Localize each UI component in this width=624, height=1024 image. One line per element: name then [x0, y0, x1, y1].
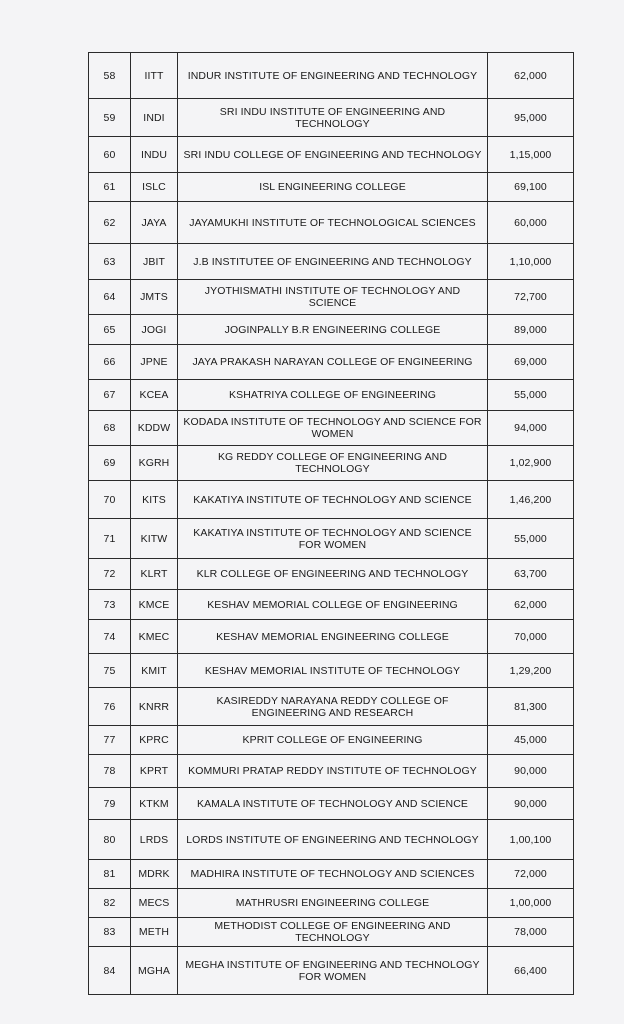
row-serial-number: 79 [89, 788, 131, 820]
row-fee-amount: 1,00,000 [488, 889, 574, 918]
row-college-name: METHODIST COLLEGE OF ENGINEERING AND TECHNOLOGY [178, 918, 488, 947]
row-college-name: INDUR INSTITUTE OF ENGINEERING AND TECHNOLOGY [178, 53, 488, 99]
row-serial-number: 65 [89, 315, 131, 345]
row-college-code: JMTS [131, 280, 178, 315]
row-college-name: KG REDDY COLLEGE OF ENGINEERING AND TECHNOLOGY [178, 446, 488, 481]
row-college-code: KNRR [131, 688, 178, 726]
row-fee-amount: 62,000 [488, 590, 574, 620]
row-college-code: KLRT [131, 559, 178, 590]
table-row [89, 519, 574, 559]
row-fee-amount: 66,400 [488, 947, 574, 995]
table-row [89, 137, 574, 173]
fee-table-sheet [88, 52, 573, 995]
table-row [89, 788, 574, 820]
table-row [89, 173, 574, 202]
row-college-code: JBIT [131, 244, 178, 280]
table-row [89, 411, 574, 446]
row-college-code: JAYA [131, 202, 178, 244]
row-college-name: KESHAV MEMORIAL ENGINEERING COLLEGE [178, 620, 488, 654]
table-row [89, 590, 574, 620]
row-college-code: KITW [131, 519, 178, 559]
table-row [89, 280, 574, 315]
table-row [89, 918, 574, 947]
table-row [89, 446, 574, 481]
row-serial-number: 72 [89, 559, 131, 590]
row-fee-amount: 63,700 [488, 559, 574, 590]
table-row [89, 755, 574, 788]
table-row [89, 559, 574, 590]
row-college-code: KTKM [131, 788, 178, 820]
table-row [89, 726, 574, 755]
table-row [89, 481, 574, 519]
row-fee-amount: 1,46,200 [488, 481, 574, 519]
fee-table-body [89, 53, 574, 995]
row-college-name: JOGINPALLY B.R ENGINEERING COLLEGE [178, 315, 488, 345]
row-serial-number: 71 [89, 519, 131, 559]
row-fee-amount: 62,000 [488, 53, 574, 99]
row-fee-amount: 55,000 [488, 519, 574, 559]
row-college-code: MECS [131, 889, 178, 918]
row-college-code: KCEA [131, 380, 178, 411]
table-row [89, 820, 574, 860]
row-college-code: INDI [131, 99, 178, 137]
row-college-code: METH [131, 918, 178, 947]
row-fee-amount: 72,000 [488, 860, 574, 889]
row-college-name: MATHRUSRI ENGINEERING COLLEGE [178, 889, 488, 918]
row-college-name: KODADA INSTITUTE OF TECHNOLOGY AND SCIENCE FOR WOMEN [178, 411, 488, 446]
row-fee-amount: 90,000 [488, 788, 574, 820]
row-serial-number: 75 [89, 654, 131, 688]
row-college-code: KMIT [131, 654, 178, 688]
table-row [89, 315, 574, 345]
row-college-name: KESHAV MEMORIAL COLLEGE OF ENGINEERING [178, 590, 488, 620]
row-fee-amount: 78,000 [488, 918, 574, 947]
row-serial-number: 81 [89, 860, 131, 889]
row-fee-amount: 45,000 [488, 726, 574, 755]
table-row [89, 889, 574, 918]
row-serial-number: 63 [89, 244, 131, 280]
row-college-name: SRI INDU COLLEGE OF ENGINEERING AND TECHNOLOGY [178, 137, 488, 173]
row-fee-amount: 70,000 [488, 620, 574, 654]
row-college-name: MEGHA INSTITUTE OF ENGINEERING AND TECHNOLOGY FOR WOMEN [178, 947, 488, 995]
row-serial-number: 67 [89, 380, 131, 411]
row-fee-amount: 60,000 [488, 202, 574, 244]
row-college-name: SRI INDU INSTITUTE OF ENGINEERING AND TECHNOLOGY [178, 99, 488, 137]
row-serial-number: 62 [89, 202, 131, 244]
row-college-code: MGHA [131, 947, 178, 995]
table-row [89, 620, 574, 654]
table-row [89, 947, 574, 995]
row-college-name: KAKATIYA INSTITUTE OF TECHNOLOGY AND SCIENCE FOR WOMEN [178, 519, 488, 559]
row-college-name: KLR COLLEGE OF ENGINEERING AND TECHNOLOGY [178, 559, 488, 590]
row-serial-number: 69 [89, 446, 131, 481]
row-college-code: KMEC [131, 620, 178, 654]
row-fee-amount: 81,300 [488, 688, 574, 726]
row-college-code: IITT [131, 53, 178, 99]
row-serial-number: 60 [89, 137, 131, 173]
row-college-code: MDRK [131, 860, 178, 889]
row-college-code: KPRC [131, 726, 178, 755]
row-college-name: J.B INSTITUTEE OF ENGINEERING AND TECHNOLOGY [178, 244, 488, 280]
row-college-code: KDDW [131, 411, 178, 446]
row-fee-amount: 1,29,200 [488, 654, 574, 688]
row-serial-number: 80 [89, 820, 131, 860]
row-fee-amount: 94,000 [488, 411, 574, 446]
row-college-name: KASIREDDY NARAYANA REDDY COLLEGE OF ENGINEERING AND RESEARCH [178, 688, 488, 726]
row-serial-number: 78 [89, 755, 131, 788]
fee-table [88, 52, 574, 995]
row-fee-amount: 1,10,000 [488, 244, 574, 280]
row-college-name: KOMMURI PRATAP REDDY INSTITUTE OF TECHNOLOGY [178, 755, 488, 788]
row-college-name: KSHATRIYA COLLEGE OF ENGINEERING [178, 380, 488, 411]
row-serial-number: 61 [89, 173, 131, 202]
row-college-name: JAYA PRAKASH NARAYAN COLLEGE OF ENGINEERING [178, 345, 488, 380]
row-serial-number: 77 [89, 726, 131, 755]
row-serial-number: 84 [89, 947, 131, 995]
row-serial-number: 59 [89, 99, 131, 137]
row-serial-number: 58 [89, 53, 131, 99]
row-serial-number: 74 [89, 620, 131, 654]
row-serial-number: 70 [89, 481, 131, 519]
table-row [89, 99, 574, 137]
row-college-code: INDU [131, 137, 178, 173]
row-serial-number: 83 [89, 918, 131, 947]
row-fee-amount: 69,100 [488, 173, 574, 202]
row-college-name: KAKATIYA INSTITUTE OF TECHNOLOGY AND SCIENCE [178, 481, 488, 519]
table-row [89, 53, 574, 99]
row-fee-amount: 72,700 [488, 280, 574, 315]
row-fee-amount: 1,15,000 [488, 137, 574, 173]
row-fee-amount: 90,000 [488, 755, 574, 788]
row-college-name: KPRIT COLLEGE OF ENGINEERING [178, 726, 488, 755]
table-row [89, 244, 574, 280]
row-fee-amount: 1,02,900 [488, 446, 574, 481]
row-college-code: KMCE [131, 590, 178, 620]
row-fee-amount: 89,000 [488, 315, 574, 345]
row-fee-amount: 55,000 [488, 380, 574, 411]
row-college-code: LRDS [131, 820, 178, 860]
table-row [89, 345, 574, 380]
row-fee-amount: 1,00,100 [488, 820, 574, 860]
row-fee-amount: 95,000 [488, 99, 574, 137]
table-row [89, 654, 574, 688]
row-serial-number: 76 [89, 688, 131, 726]
table-row [89, 202, 574, 244]
row-college-code: KPRT [131, 755, 178, 788]
row-college-name: LORDS INSTITUTE OF ENGINEERING AND TECHNOLOGY [178, 820, 488, 860]
table-row [89, 380, 574, 411]
row-college-code: JPNE [131, 345, 178, 380]
row-fee-amount: 69,000 [488, 345, 574, 380]
row-college-name: JYOTHISMATHI INSTITUTE OF TECHNOLOGY AND SCIENCE [178, 280, 488, 315]
row-college-name: MADHIRA INSTITUTE OF TECHNOLOGY AND SCIENCES [178, 860, 488, 889]
row-college-name: KAMALA INSTITUTE OF TECHNOLOGY AND SCIENCE [178, 788, 488, 820]
row-serial-number: 82 [89, 889, 131, 918]
row-college-code: JOGI [131, 315, 178, 345]
row-college-code: KGRH [131, 446, 178, 481]
row-college-name: ISL ENGINEERING COLLEGE [178, 173, 488, 202]
row-college-code: KITS [131, 481, 178, 519]
row-serial-number: 64 [89, 280, 131, 315]
row-college-name: KESHAV MEMORIAL INSTITUTE OF TECHNOLOGY [178, 654, 488, 688]
row-college-name: JAYAMUKHI INSTITUTE OF TECHNOLOGICAL SCIENCES [178, 202, 488, 244]
row-serial-number: 73 [89, 590, 131, 620]
row-serial-number: 68 [89, 411, 131, 446]
row-serial-number: 66 [89, 345, 131, 380]
row-college-code: ISLC [131, 173, 178, 202]
table-row [89, 860, 574, 889]
table-row [89, 688, 574, 726]
